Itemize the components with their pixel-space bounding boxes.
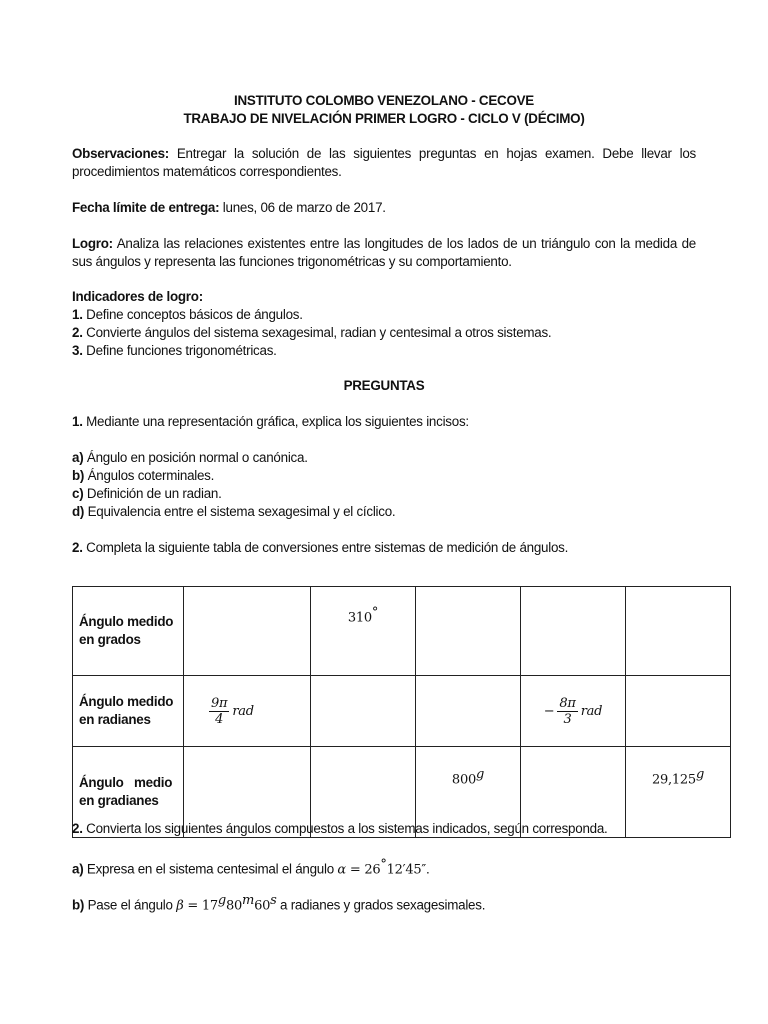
indicador-item: 3. Define funciones trigonométricas. — [72, 343, 277, 358]
table-row — [73, 587, 731, 676]
observaciones-paragraph — [72, 145, 696, 181]
fecha-text: lunes, 06 de marzo de 2017. — [219, 200, 386, 215]
table-row — [73, 676, 731, 747]
observaciones-text: Entregar la solución de las siguientes preguntas en hojas examen. Debe llevar los procedimientos matemáticos correspondientes. — [72, 146, 696, 179]
table-cell — [311, 676, 416, 747]
row-label-gradianes: Ángulo medio en gradianes — [73, 747, 184, 838]
table-cell-9pi-4: $\frac{9\pi}{4}$ rad — [184, 676, 311, 747]
table-cell — [184, 587, 311, 676]
indicadores-title: Indicadores de logro: — [72, 289, 203, 304]
table-cell-29125g: 29,125$^g$ — [626, 747, 731, 838]
logro-label: Logro: — [72, 236, 113, 251]
indicadores-block — [72, 288, 696, 360]
table-cell-800g: 800$^g$ — [416, 747, 521, 838]
list-item: a) Ángulo en posición normal o canónica. — [72, 450, 308, 465]
question-3-a: a) Expresa en el sistema centesimal el ángulo α = 26°12′45″. — [72, 857, 430, 878]
question-2: 2. Completa la siguiente tabla de conversiones entre sistemas de medición de ángulos. — [72, 540, 569, 555]
header-assignment-title: TRABAJO DE NIVELACIÓN PRIMER LOGRO - CICLO V (DÉCIMO) — [183, 111, 585, 126]
header-institute: INSTITUTO COLOMBO VENEZOLANO - CECOVE — [234, 93, 534, 108]
table-cell-minus-8pi-3: − $\frac{8\pi}{3}$ rad — [521, 676, 626, 747]
question-1: 1. Mediante una representación gráfica, explica los siguientes incisos: — [72, 414, 469, 429]
logro-text: Analiza las relaciones existentes entre las longitudes de los lados de un triángulo con la medida de sus ángulos y representa las funciones trigonométricas y su comportamiento. — [72, 236, 696, 269]
observaciones-label: Observaciones: — [72, 146, 169, 161]
table-cell — [521, 587, 626, 676]
fecha-paragraph — [72, 199, 696, 217]
preguntas-title: PREGUNTAS — [343, 378, 425, 393]
question-1-items — [72, 449, 696, 521]
table-cell — [416, 587, 521, 676]
fecha-label: Fecha límite de entrega: — [72, 200, 220, 215]
indicador-item: 2. Convierte ángulos del sistema sexagesimal, radian y centesimal a otros sistemas. — [72, 325, 552, 340]
logro-paragraph — [72, 235, 696, 271]
table-cell-310: 310° — [311, 587, 416, 676]
question-3-b: b) Pase el ángulo $\beta = 17^g80^m60^s$ a radianes y grados sexagesimales. — [72, 893, 486, 914]
list-item: c) Definición de un radian. — [72, 486, 222, 501]
list-item: d) Equivalencia entre el sistema sexagesimal y el cíclico. — [72, 504, 396, 519]
question-3: 2. Convierta los siguientes ángulos compuestos a los sistemas indicados, según corresponda. — [72, 821, 608, 836]
conversion-table — [72, 586, 731, 838]
list-item: b) Ángulos coterminales. — [72, 468, 215, 483]
indicador-item: 1. Define conceptos básicos de ángulos. — [72, 307, 303, 322]
table-cell — [626, 676, 731, 747]
table-cell — [626, 587, 731, 676]
row-label-grados: Ángulo medido en grados — [73, 587, 184, 676]
table-cell — [416, 676, 521, 747]
row-label-radianes: Ángulo medido en radianes — [73, 676, 184, 747]
